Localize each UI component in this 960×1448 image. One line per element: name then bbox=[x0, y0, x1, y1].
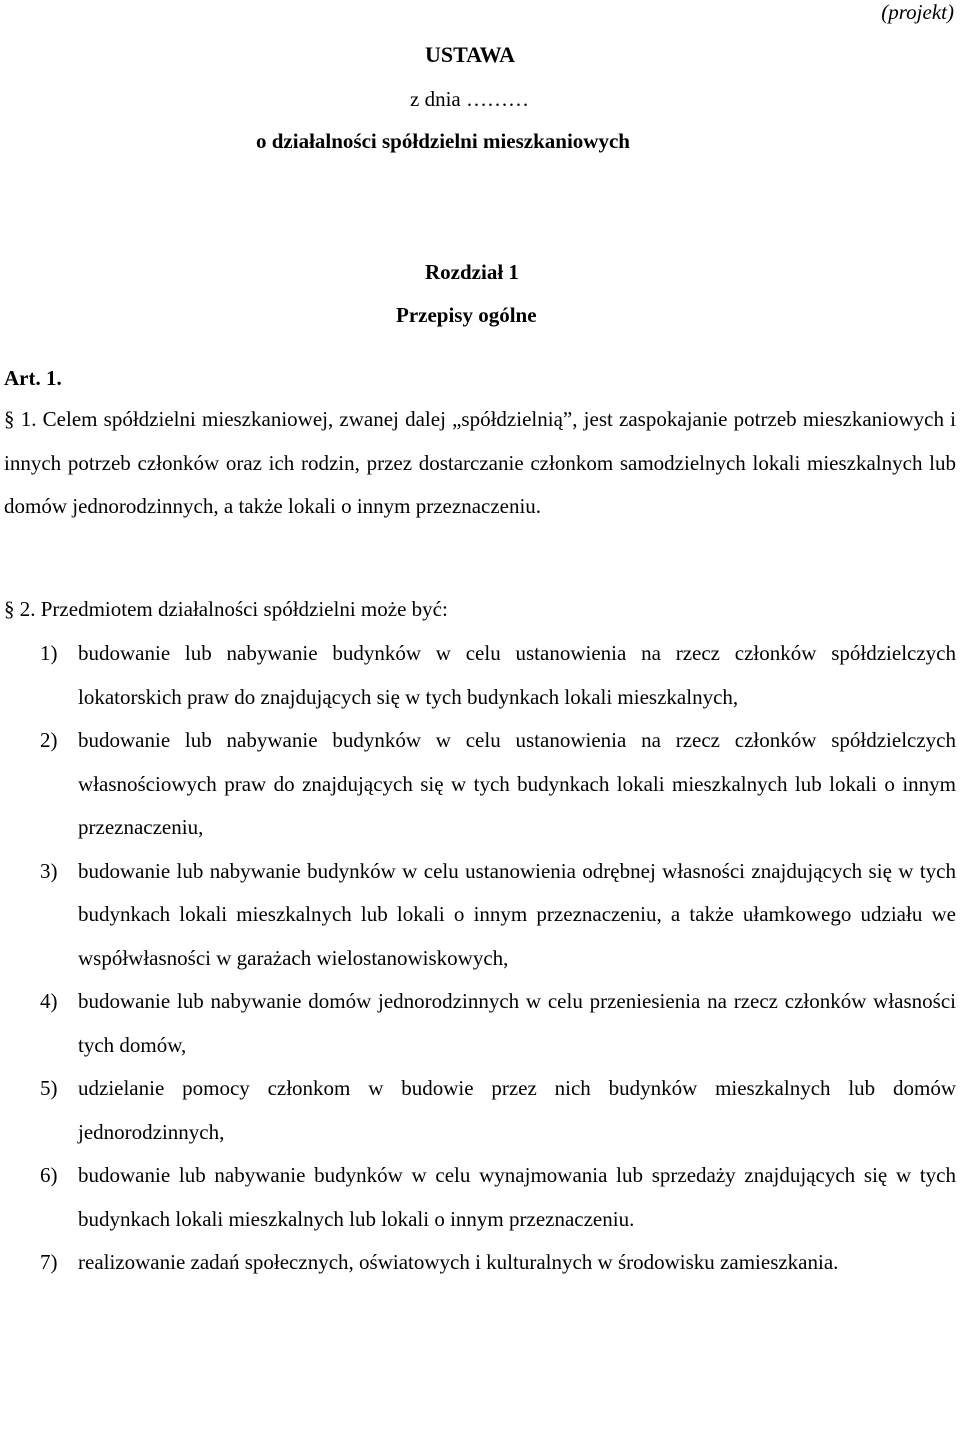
list-item-text: budowanie lub nabywanie domów jednorodzinnych w celu przeniesienia na rzecz członków własności tych domów, bbox=[78, 989, 956, 1057]
section-1 bbox=[4, 398, 956, 529]
list-item-number: 7) bbox=[40, 1250, 58, 1274]
list-item-number: 4) bbox=[40, 989, 58, 1013]
activity-list bbox=[40, 632, 956, 1285]
chapter-title: Przepisy ogólne bbox=[396, 303, 537, 327]
list-item bbox=[40, 980, 956, 1067]
list-item bbox=[40, 1241, 956, 1285]
section-2-mark: § 2. bbox=[4, 597, 36, 621]
act-date-line: z dnia ……… bbox=[410, 87, 529, 111]
draft-marker: (projekt) bbox=[881, 0, 954, 24]
list-item-number: 3) bbox=[40, 858, 58, 883]
list-item bbox=[40, 719, 956, 850]
list-item-text: udzielanie pomocy członkom w budowie przez nich budynków mieszkalnych lub domów jednorodzinnych, bbox=[78, 1076, 956, 1144]
list-item-number: 6) bbox=[40, 1163, 58, 1187]
list-item-text: budowanie lub nabywanie budynków w celu wynajmowania lub sprzedaży znajdujących się w tych budynkach lokali mieszkalnych lub lokali o innym przeznaczeniu. bbox=[78, 1163, 956, 1231]
section-2-text: Przedmiotem działalności spółdzielni może być: bbox=[40, 597, 448, 621]
list-item-number: 2) bbox=[40, 728, 58, 752]
list-item-text: budowanie lub nabywanie budynków w celu ustanowienia na rzecz członków spółdzielczych własnościowych praw do znajdujących się w tych budynkach lokali mieszkalnych lub lokali o innym przeznaczeniu, bbox=[78, 728, 956, 839]
list-item bbox=[40, 1154, 956, 1241]
list-item bbox=[40, 850, 956, 981]
chapter-number: Rozdział 1 bbox=[425, 260, 519, 284]
list-item-text: budowanie lub nabywanie budynków w celu ustanowienia na rzecz członków spółdzielczych lokatorskich praw do znajdujących się w tych budynkach lokali mieszkalnych, bbox=[78, 641, 956, 709]
section-2 bbox=[4, 588, 956, 632]
section-1-mark: § 1. bbox=[4, 407, 37, 431]
article-label: Art. 1. bbox=[4, 366, 62, 390]
list-item-text: budowanie lub nabywanie budynków w celu ustanowienia odrębnej własności znajdujących się w tych budynkach lokali mieszkalnych lub lokali o innym przeznaczeniu, a także ułamkowego udziału we współwłasności w garażach wielostanowiskowych, bbox=[78, 858, 956, 970]
list-item-text: realizowanie zadań społecznych, oświatowych i kulturalnych w środowisku zamieszkania. bbox=[78, 1250, 839, 1274]
list-item bbox=[40, 1067, 956, 1154]
list-item bbox=[40, 632, 956, 719]
act-subject: o działalności spółdzielni mieszkaniowych bbox=[256, 129, 630, 153]
act-title: USTAWA bbox=[425, 42, 516, 67]
section-1-text: Celem spółdzielni mieszkaniowej, zwanej dalej „spółdzielnią”, jest zaspokajanie potrzeb mieszkaniowych i innych potrzeb członków oraz ich rodzin, przez dostarczanie członkom samodzielnych lokali mieszkalnych lub domów jednorodzinnych, a także lokali o innym przeznaczeniu. bbox=[4, 407, 956, 518]
list-item-number: 5) bbox=[40, 1076, 58, 1100]
list-item-number: 1) bbox=[40, 641, 58, 665]
